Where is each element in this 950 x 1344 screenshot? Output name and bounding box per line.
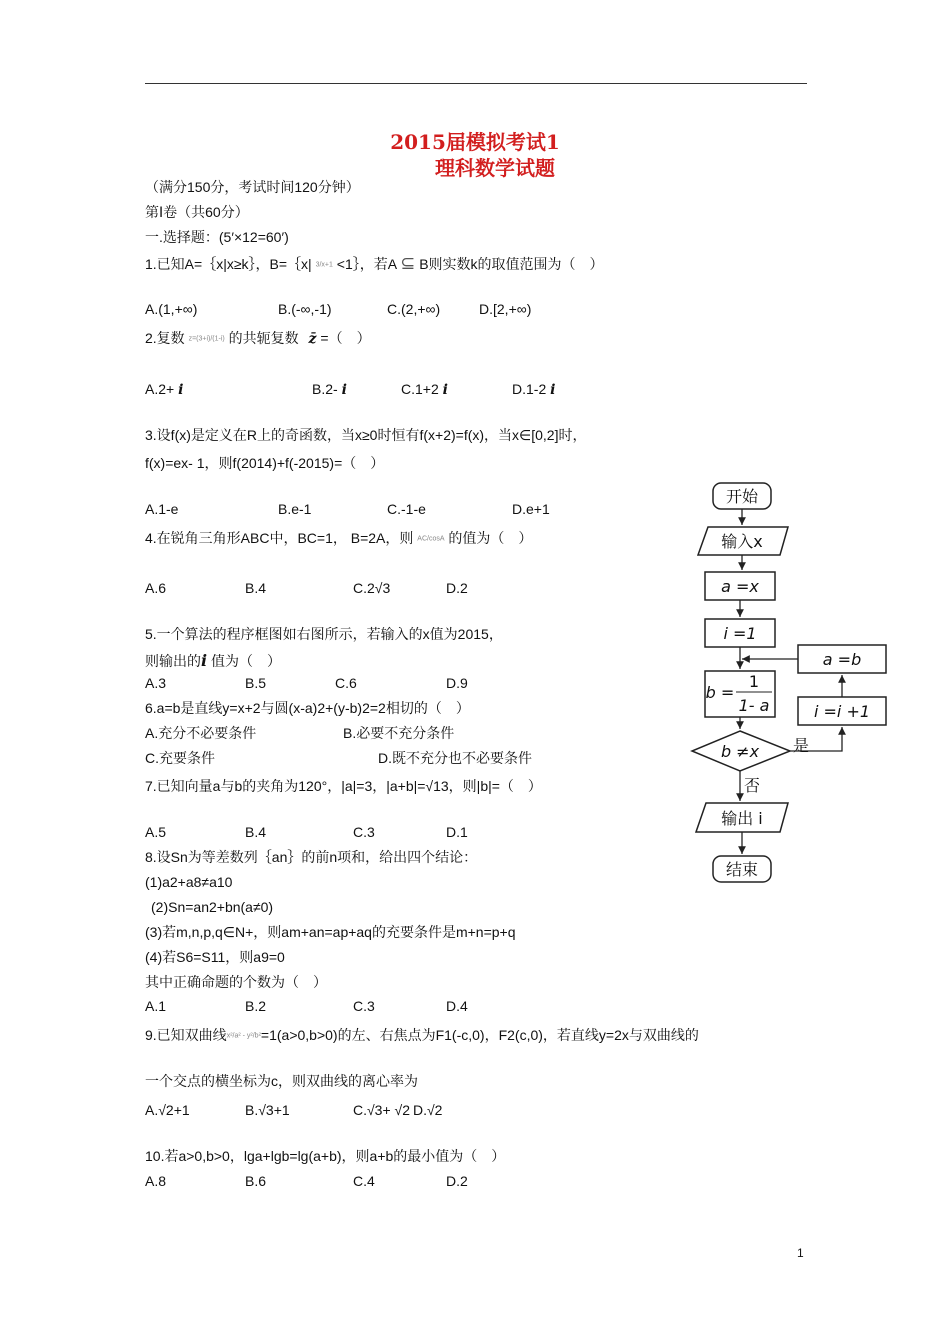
q1-option-d: D.[2,+∞) <box>479 301 532 317</box>
q1-fraction: 3/x+1 <box>315 261 333 269</box>
q5-option-a: A.3 <box>145 675 167 691</box>
q2-option-c: C.1+2 i <box>401 381 448 398</box>
q5-option-d: D.9 <box>446 675 468 691</box>
q2-fraction: z=(3+i)/(1-i) <box>188 335 225 343</box>
question-5-line1: 5.一个算法的程序框图如右图所示，若输入的x值为2015， <box>145 626 503 642</box>
q6-option-c: C.充要条件 <box>145 750 215 766</box>
q10-option-a: A.8 <box>145 1173 167 1189</box>
flow-assign-a-label: a =x <box>721 577 759 596</box>
q1-option-b: B.(-∞,-1) <box>278 301 332 317</box>
q3-option-d: D.e+1 <box>512 501 550 517</box>
q8-option-d: D.4 <box>446 998 468 1014</box>
imaginary-i-icon: i <box>178 382 184 398</box>
q10-option-c: C.4 <box>353 1173 375 1189</box>
q1-subset-symbol: ⊆ <box>400 253 416 273</box>
q9-option-d: D.√2 <box>413 1102 443 1118</box>
q2-z-conjugate: z̄ <box>308 331 317 347</box>
q8-statement-3: (3)若m,n,p,q∈N+，则am+an=ap+aq的充要条件是m+n=p+q <box>145 924 516 940</box>
flow-yes-label: 是 <box>792 736 810 755</box>
page-number: 1 <box>797 1246 804 1260</box>
flow-assign-i-label: i =1 <box>723 624 757 643</box>
q8-statement-4: (4)若S6=S11，则a9=0 <box>145 949 285 965</box>
q2-option-a: A.2+ i <box>145 381 184 398</box>
imaginary-i-icon: i <box>442 382 448 398</box>
q7-option-c: C.3 <box>353 824 375 840</box>
q4-text-b: 的值为（ ） <box>448 530 533 546</box>
q2-option-d: D.1-2 i <box>512 381 556 398</box>
exam-title: 2015届模拟考试1 <box>390 130 560 154</box>
q4-option-a: A.6 <box>145 580 167 596</box>
q1-text-b: <1｝，若A <box>336 256 397 272</box>
q6-option-d: D.既不充分也不必要条件 <box>378 750 532 766</box>
q5-option-c: C.6 <box>335 675 357 691</box>
question-3-line2: f(x)=ex- 1，则f(2014)+f(-2015)=（ ） <box>145 455 385 471</box>
q8-statement-2: (2)Sn=an2+bn(a≠0) <box>151 899 274 915</box>
question-8: 8.设Sn为等差数列｛an｝的前n项和，给出四个结论： <box>145 849 478 865</box>
q10-option-d: D.2 <box>446 1173 468 1189</box>
q6-option-a: A.充分不必要条件 <box>145 725 257 741</box>
q4-option-c: C.2√3 <box>353 580 391 596</box>
q4-fraction: AC/cosA <box>417 535 445 543</box>
q7-option-b: B.4 <box>245 824 267 840</box>
flow-condition-label: b ≠x <box>720 742 760 761</box>
question-7: 7.已知向量a与b的夹角为120°，|a|=3，|a+b|=√13，则|b|=（ ） <box>145 778 542 794</box>
flow-no-label: 否 <box>743 776 761 795</box>
section-label: 一.选择题：(5′×12=60′) <box>145 229 289 245</box>
flow-assign-b-denominator: 1- a <box>738 696 770 715</box>
q1-option-a: A.(1,+∞) <box>145 301 198 317</box>
q2-option-b: B.2- i <box>312 381 347 398</box>
q5-option-b: B.5 <box>245 675 267 691</box>
q8-option-b: B.2 <box>245 998 267 1014</box>
question-2 <box>145 329 371 348</box>
q8-option-c: C.3 <box>353 998 375 1014</box>
flow-assign-b-numerator: 1 <box>748 672 760 691</box>
q8-option-a: A.1 <box>145 998 167 1014</box>
q3-option-a: A.1-e <box>145 501 179 517</box>
q2-text-a: 2.复数 <box>145 330 185 346</box>
q9-option-a: A.√2+1 <box>145 1102 190 1118</box>
flow-start-label: 开始 <box>725 487 759 506</box>
q1-text-c: B则实数k的取值范围为（ ） <box>419 256 604 272</box>
flow-update-a-label: a =b <box>822 650 862 669</box>
q9-fraction: x²/a² - y²/b² <box>226 1032 261 1040</box>
imaginary-i-icon: i <box>550 382 556 398</box>
question-1 <box>145 254 604 274</box>
q4-option-b: B.4 <box>245 580 267 596</box>
q4-text-a: 4.在锐角三角形ABC中，BC=1， B=2A，则 <box>145 530 414 546</box>
flow-increment-i-label: i =i +1 <box>813 702 871 721</box>
question-6: 6.a=b是直线y=x+2与圆(x-a)2+(y-b)2=2相切的（ ） <box>145 700 470 716</box>
flow-input-label: 输入x <box>721 532 763 551</box>
imaginary-i-icon: i <box>341 382 347 398</box>
q2-text-b: 的共轭复数 <box>228 330 299 346</box>
q9-option-c: C.√3+ √2 <box>353 1102 411 1118</box>
q10-option-b: B.6 <box>245 1173 267 1189</box>
question-10: 10.若a>0,b>0，lga+lgb=lg(a+b)，则a+b的最小值为（ ） <box>145 1148 506 1164</box>
flow-output-label: 输出 i <box>721 809 763 828</box>
exam-subtitle: 理科数学试题 <box>435 156 555 180</box>
q1-text-a: 1.已知A=｛x|x≥k｝，B=｛x| <box>145 256 312 272</box>
q6-option-b: B.必要不充分条件 <box>343 725 455 741</box>
question-9-line1: 9.已知双曲线x²/a² - y²/b²=1(a>0,b>0)的左、右焦点为F1(-c,0)，F2(c,0)，若直线y=2x与双曲线的 <box>145 1027 699 1043</box>
q4-option-d: D.2 <box>446 580 468 596</box>
exam-info: （满分150分，考试时间120分钟） <box>145 179 360 195</box>
question-9-line2: 一个交点的横坐标为c，则双曲线的离心率为 <box>145 1073 418 1089</box>
question-4 <box>145 529 532 548</box>
q9-option-b: B.√3+1 <box>245 1102 290 1118</box>
q3-option-b: B.e-1 <box>278 501 312 517</box>
q1-option-c: C.(2,+∞) <box>387 301 441 317</box>
flow-assign-b-lhs: b = <box>705 683 735 702</box>
variable-i-icon: i <box>201 651 208 670</box>
volume-label: 第Ⅰ卷（共60分） <box>145 204 249 220</box>
flow-end-label: 结束 <box>725 860 759 879</box>
q8-statement-1: (1)a2+a8≠a10 <box>145 874 233 890</box>
flowchart <box>680 475 910 895</box>
q8-question: 其中正确命题的个数为（ ） <box>145 974 327 990</box>
q7-option-a: A.5 <box>145 824 167 840</box>
header-rule <box>145 83 807 84</box>
question-3-line1: 3.设f(x)是定义在R上的奇函数，当x≥0时恒有f(x+2)=f(x)，当x∈[0,2]时， <box>145 427 587 443</box>
q2-text-c: =（ ） <box>320 330 371 346</box>
q7-option-d: D.1 <box>446 824 468 840</box>
question-5-line2: 则输出的i 值为（ ） <box>145 651 281 670</box>
q3-option-c: C.-1-e <box>387 501 426 517</box>
